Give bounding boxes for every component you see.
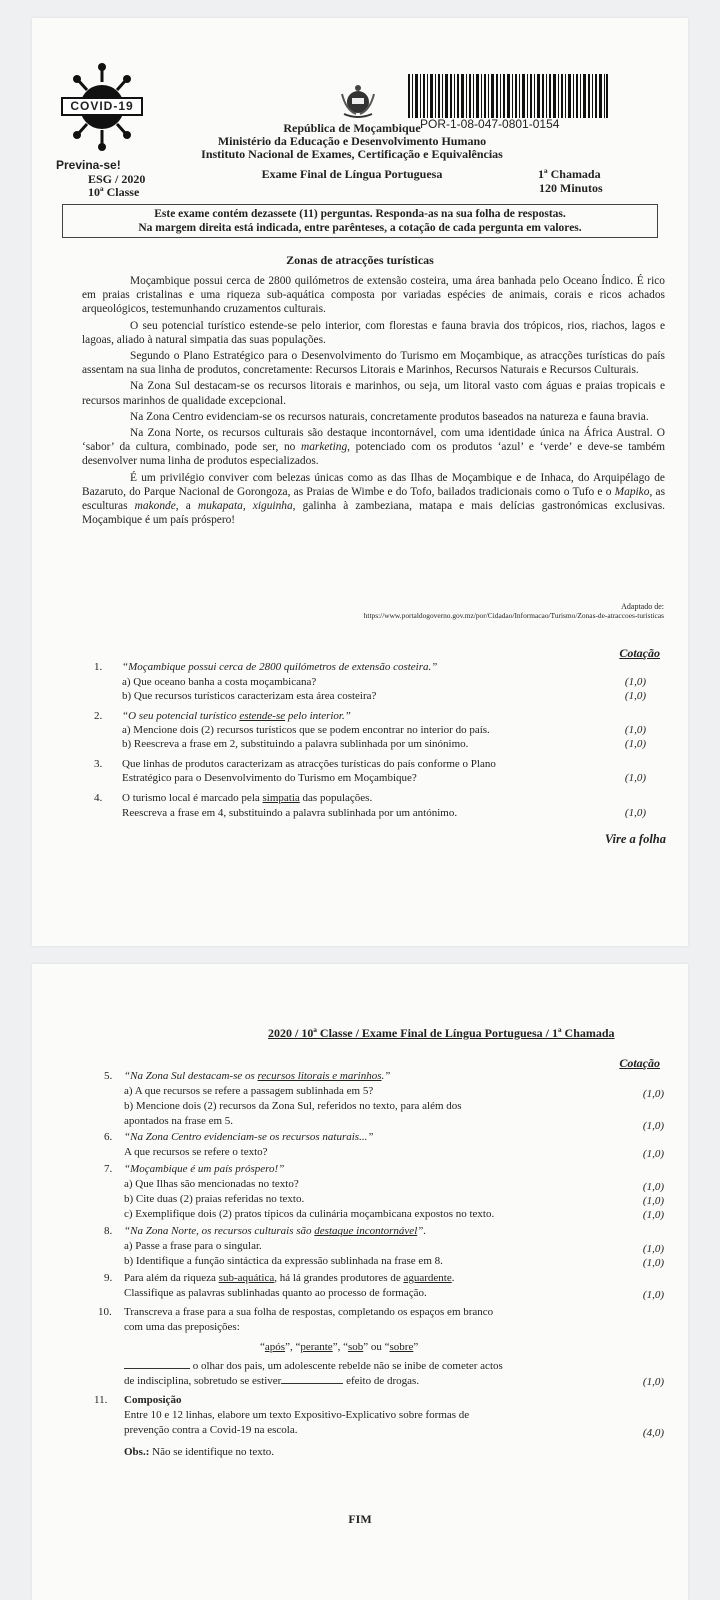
q10-blank-2 bbox=[281, 1374, 343, 1384]
q3-number: 3. bbox=[94, 758, 103, 770]
p7-part-b: , as esculturas bbox=[82, 485, 666, 513]
q2-quote-b: pelo interior.” bbox=[285, 710, 351, 722]
q10-option-apos: após bbox=[264, 1341, 286, 1353]
q11-mark: (4,0) bbox=[642, 1427, 664, 1439]
q10-option-sobre: sobre bbox=[389, 1341, 414, 1353]
q7a-text: a) Que Ilhas são mencionadas no texto? bbox=[124, 1178, 299, 1190]
paragraph-7 bbox=[82, 471, 665, 528]
q6-quote: “Na Zona Centro evidenciam-se os recursos naturais...” bbox=[124, 1131, 374, 1143]
q7c-mark: (1,0) bbox=[642, 1209, 664, 1221]
text-title: Zonas de atracções turísticas bbox=[286, 253, 434, 267]
q10-option-sob: sob bbox=[347, 1341, 364, 1353]
p7-part-c: , a bbox=[175, 500, 198, 513]
obs-text: Não se identifique no texto. bbox=[149, 1446, 275, 1458]
q2a-mark: (1,0) bbox=[624, 724, 646, 736]
q10-mark: (1,0) bbox=[642, 1376, 664, 1388]
q10-line-3 bbox=[124, 1359, 503, 1374]
q2-quote-a: “O seu potencial turístico bbox=[122, 710, 240, 722]
q10-line-4 bbox=[124, 1374, 419, 1389]
q6-text: A que recursos se refere o texto? bbox=[124, 1146, 268, 1158]
exam-page-2 bbox=[32, 964, 688, 1600]
esg-year: ESG / 2020 bbox=[88, 172, 146, 186]
q10-opts-d: ” ou “ bbox=[363, 1341, 390, 1353]
q9-line-1-c: . bbox=[451, 1272, 455, 1284]
q1-number: 1. bbox=[94, 661, 103, 673]
p7-makonde: makonde bbox=[134, 500, 176, 513]
paragraph-1: Moçambique possui cerca de 2800 quilómetros de extensão costeira, uma área banhada pelo Oceano Índico. É rico em praias cristalinas e uma riqueza sub-aquática composta por variadas espécies de animais, corais e ricos achados arqueológicos, testemunhando cruzamentos culturais. bbox=[82, 275, 665, 316]
q8-quote-b: ”. bbox=[417, 1225, 427, 1237]
covid-badge-text: COVID-19 bbox=[70, 99, 134, 113]
q7-number: 7. bbox=[104, 1163, 113, 1175]
q11-line-2: prevenção contra a Covid-19 na escola. bbox=[124, 1424, 298, 1436]
instructions-line-1: Este exame contém dezassete (11) perguntas. Responda-as na sua folha de respostas. bbox=[154, 208, 566, 220]
q9-underlined-1: sub-aquática bbox=[218, 1272, 275, 1284]
p7-mapiko: Mapiko bbox=[614, 485, 650, 498]
q10-opts-b: ”, “ bbox=[285, 1341, 301, 1353]
cotacao-header-2: Cotação bbox=[619, 1056, 660, 1070]
adapted-label: Adaptado de: bbox=[621, 602, 664, 611]
q2b-text: b) Reescreva a frase em 2, substituindo a palavra sublinhada por um sinónimo. bbox=[122, 738, 469, 750]
q10-blank-1 bbox=[124, 1359, 190, 1369]
paragraph-3: Segundo o Plano Estratégico para o Desenvolvimento do Turismo em Moçambique, as atracções turísticas do país assentam na sua linha de produtos, concretamente: Recursos Litorais e Marinhos, Recursos Naturais e Recursos Culturais. bbox=[82, 350, 665, 377]
q10-opts-e: ” bbox=[413, 1341, 419, 1353]
vire-a-folha: Vire a folha bbox=[604, 832, 666, 846]
q10-options bbox=[260, 1341, 418, 1355]
q6-number: 6. bbox=[104, 1131, 113, 1143]
q8-quote bbox=[124, 1225, 426, 1239]
previna-label: Previna-se! bbox=[56, 158, 121, 172]
minutos: 120 Minutos bbox=[539, 181, 603, 195]
q9-mark: (1,0) bbox=[642, 1289, 664, 1301]
q1b-mark: (1,0) bbox=[624, 690, 646, 702]
q9-line-1-b: , há lá grandes produtores de bbox=[274, 1272, 404, 1284]
q4-line-2: Reescreva a frase em 4, substituindo a palavra sublinhada por um antónimo. bbox=[122, 807, 458, 819]
q5b-line-2: apontados na frase em 5. bbox=[124, 1115, 234, 1127]
q8b-mark: (1,0) bbox=[642, 1257, 664, 1269]
q7b-mark: (1,0) bbox=[642, 1195, 664, 1207]
q7-quote: “Moçambique é um país próspero!” bbox=[124, 1163, 285, 1175]
paragraph-5: Na Zona Centro evidenciam-se os recursos naturais, concretamente produtos baseados na natureza e fauna bravia. bbox=[130, 410, 649, 423]
q1a-text: a) Que oceano banha a costa moçambicana? bbox=[122, 676, 317, 688]
q9-underlined-2: aguardente bbox=[403, 1272, 452, 1284]
q7c-text: c) Exemplifique dois (2) pratos típicos da culinária moçambicana expostos no texto. bbox=[124, 1208, 495, 1220]
fim-label: FIM bbox=[348, 1512, 372, 1526]
q5-quote-a: “Na Zona Sul destacam-se os bbox=[124, 1070, 258, 1082]
q10-line-1: Transcreva a frase para a sua folha de respostas, completando os espaços em branco bbox=[124, 1306, 494, 1318]
q1a-mark: (1,0) bbox=[624, 676, 646, 688]
q5a-mark: (1,0) bbox=[642, 1088, 664, 1100]
q3-line-2: Estratégico para o Desenvolvimento do Turismo em Moçambique? bbox=[122, 772, 417, 784]
q11-number: 11. bbox=[94, 1394, 108, 1406]
barcode-icon bbox=[408, 74, 608, 118]
source-url: https://www.portaldogoverno.gov.mz/por/Cidadao/Informacao/Turismo/Zonas-de-atraccoes-turisticas bbox=[363, 611, 664, 620]
q5-quote bbox=[124, 1070, 390, 1084]
page2-header: 2020 / 10ª Classe / Exame Final de Língua Portuguesa / 1ª Chamada bbox=[268, 1026, 615, 1040]
q2a-text: a) Mencione dois (2) recursos turísticos que se podem encontrar no interior do país. bbox=[122, 724, 490, 736]
p7-mukapata: mukapata bbox=[197, 500, 243, 513]
barcode-code: POR-1-08-047-0801-0154 bbox=[420, 117, 560, 131]
cotacao-header: Cotação bbox=[619, 646, 660, 660]
exam-title: Exame Final de Língua Portuguesa bbox=[261, 167, 443, 181]
q9-line-2: Classifique as palavras sublinhadas quanto ao processo de formação. bbox=[124, 1287, 427, 1299]
paragraph-2: O seu potencial turístico estende-se pelo interior, com florestas e fauna bravia dos trópicos, rios, riachos, lagos e lagoas, aliado à natural simpatia das suas populações. bbox=[82, 319, 665, 346]
q2-number: 2. bbox=[94, 710, 103, 722]
paragraph-4: Na Zona Sul destacam-se os recursos litorais e marinhos, ou seja, um litoral vasto com águas e praias tropicais e recursos marinhos de qualidade excepcional. bbox=[82, 380, 665, 407]
q9-number: 9. bbox=[104, 1272, 113, 1284]
instructions-box bbox=[62, 204, 658, 238]
q8a-mark: (1,0) bbox=[642, 1243, 664, 1255]
q10-option-perante: perante bbox=[300, 1341, 333, 1353]
q10-number: 10. bbox=[98, 1306, 112, 1318]
classe: 10ª Classe bbox=[88, 185, 140, 199]
q5-underlined: recursos litorais e marinhos bbox=[257, 1070, 382, 1082]
q10-opts-a: “ bbox=[260, 1341, 265, 1353]
q4-line-1-a: O turismo local é marcado pela bbox=[122, 792, 263, 804]
q10-line-4-a: de indisciplina, sobretudo se estiver bbox=[124, 1375, 282, 1387]
q5b-line-1: b) Mencione dois (2) recursos da Zona Sul, referidos no texto, para além dos bbox=[124, 1100, 462, 1112]
q7b-text: b) Cite duas (2) praias referidas no texto. bbox=[124, 1193, 305, 1205]
q4-mark: (1,0) bbox=[624, 807, 646, 819]
covid-virus-icon bbox=[60, 60, 144, 152]
p7-xiguinha: xiguinha bbox=[252, 500, 293, 513]
q9-line-1-a: Para além da riqueza bbox=[124, 1272, 219, 1284]
chamada: 1ª Chamada bbox=[538, 167, 601, 181]
p6-marketing: marketing bbox=[300, 441, 348, 454]
q10-line-3-text: o olhar dos pais, um adolescente rebelde não se inibe de cometer actos bbox=[190, 1360, 503, 1372]
reading-text bbox=[82, 274, 665, 527]
p7-part-a: É um privilégio conviver com belezas únicas como as das Ilhas de Moçambique e de Inhaca, do Arquipélago de Bazaruto, do Parque Nacional de Gorongoza, as Praias de Wimbe e do Tofo, bailados tradicionais como o Tufo e o bbox=[82, 471, 665, 498]
q11-title: Composição bbox=[124, 1394, 182, 1406]
institute-title: Instituto Nacional de Exames, Certificação e Equivalências bbox=[201, 147, 503, 161]
q2-quote bbox=[122, 710, 351, 724]
q8-number: 8. bbox=[104, 1225, 113, 1237]
republic-title: República de Moçambique bbox=[283, 121, 421, 135]
instructions-line-2: Na margem direita está indicada, entre parênteses, a cotação de cada pergunta em valores. bbox=[138, 222, 582, 234]
p6-part-b: , potenciado com os produtos ‘azul’ e ‘verde’ e deve-se também desenvolver numa linha de produtos especializados. bbox=[82, 441, 665, 468]
p6-part-a: Na Zona Norte, os recursos culturais são destaque incontornável, com uma identidade única na África Austral. O ‘sabor’ da cultura, combinado, pode ser, no bbox=[82, 427, 665, 454]
q2-quote-underlined: estende-se bbox=[239, 710, 286, 722]
obs-note bbox=[124, 1446, 274, 1460]
q1-quote: “Moçambique possui cerca de 2800 quilómetros de extensão costeira.” bbox=[122, 661, 438, 673]
obs-label: Obs.: bbox=[124, 1446, 150, 1458]
q8-quote-a: “Na Zona Norte, os recursos culturais são bbox=[124, 1225, 315, 1237]
q8-underlined: destaque incontornável bbox=[314, 1225, 418, 1237]
ministry-title: Ministério da Educação e Desenvolvimento Humano bbox=[217, 134, 487, 148]
p7-part-d: , bbox=[242, 500, 253, 513]
q6-mark: (1,0) bbox=[642, 1148, 664, 1160]
q11-line-1: Entre 10 e 12 linhas, elabore um texto Expositivo-Explicativo sobre formas de bbox=[124, 1409, 470, 1421]
exam-page-1 bbox=[32, 18, 688, 946]
q3-mark: (1,0) bbox=[624, 772, 646, 784]
q5-quote-b: .” bbox=[381, 1070, 391, 1082]
q5-number: 5. bbox=[104, 1070, 113, 1082]
q7a-mark: (1,0) bbox=[642, 1181, 664, 1193]
q5a-text: a) A que recursos se refere a passagem sublinhada em 5? bbox=[124, 1085, 374, 1097]
q8a-text: a) Passe a frase para o singular. bbox=[124, 1240, 262, 1252]
q4-line-1 bbox=[122, 792, 372, 806]
q4-underlined: simpatia bbox=[262, 792, 300, 804]
q4-line-1-b: das populações. bbox=[299, 792, 373, 804]
q3-line-1: Que linhas de produtos caracterizam as atracções turísticas do país conforme o Plano bbox=[122, 758, 496, 770]
q10-line-4-b: efeito de drogas. bbox=[343, 1375, 420, 1387]
q5b-mark: (1,0) bbox=[642, 1120, 664, 1132]
mozambique-emblem-icon bbox=[338, 84, 378, 120]
q8b-text: b) Identifique a função sintáctica da expressão sublinhada na frase em 8. bbox=[124, 1255, 443, 1267]
q1b-text: b) Que recursos turísticos caracterizam esta área costeira? bbox=[122, 690, 377, 702]
q2b-mark: (1,0) bbox=[624, 738, 646, 750]
paragraph-6 bbox=[82, 426, 665, 469]
q10-opts-c: ”, “ bbox=[332, 1341, 348, 1353]
p7-part-e: , galinha à zambeziana, matapa e mais delícias gastronómicas exclusivas. Moçambique é um país próspero! bbox=[82, 500, 665, 527]
q10-line-2: com uma das preposições: bbox=[124, 1321, 240, 1333]
q4-number: 4. bbox=[94, 792, 103, 804]
q9-line-1 bbox=[124, 1272, 454, 1286]
